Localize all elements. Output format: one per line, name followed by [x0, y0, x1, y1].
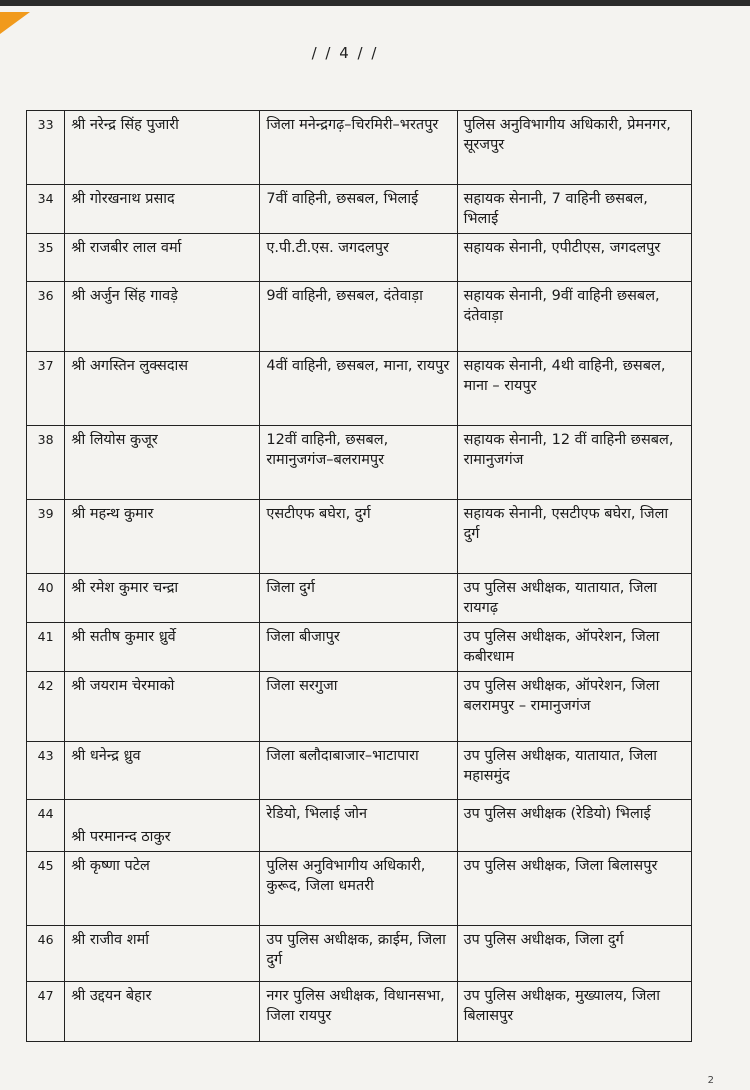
table-row: [27, 352, 692, 426]
current-posting-cell: जिला दुर्ग: [260, 574, 457, 623]
serial-number-cell: 39: [27, 500, 65, 574]
table-row: [27, 500, 692, 574]
new-posting-cell: सहायक सेनानी, 12 वीं वाहिनी छसबल, रामानुजगंज: [457, 426, 691, 500]
page-edge-mark: 2: [707, 1075, 714, 1086]
table-row: [27, 926, 692, 982]
officer-name-cell: श्री अर्जुन सिंह गावड़े: [65, 282, 260, 352]
officer-name-cell: श्री गोरखनाथ प्रसाद: [65, 185, 260, 234]
new-posting-cell: सहायक सेनानी, एपीटीएस, जगदलपुर: [457, 234, 691, 282]
officer-name-cell: श्री राजबीर लाल वर्मा: [65, 234, 260, 282]
table-row: [27, 185, 692, 234]
serial-number-cell: 34: [27, 185, 65, 234]
current-posting-cell: रेडियो, भिलाई जोन: [260, 800, 457, 852]
serial-number-cell: 43: [27, 742, 65, 800]
table-row: [27, 282, 692, 352]
current-posting-cell: नगर पुलिस अधीक्षक, विधानसभा, जिला रायपुर: [260, 982, 457, 1042]
serial-number-cell: 40: [27, 574, 65, 623]
current-posting-cell: जिला सरगुजा: [260, 672, 457, 742]
table-row: [27, 672, 692, 742]
current-posting-cell: जिला बीजापुर: [260, 623, 457, 672]
serial-number-cell: 36: [27, 282, 65, 352]
new-posting-cell: सहायक सेनानी, 7 वाहिनी छसबल, भिलाई: [457, 185, 691, 234]
new-posting-cell: उप पुलिस अधीक्षक, जिला बिलासपुर: [457, 852, 691, 926]
table-row: [27, 982, 692, 1042]
new-posting-cell: उप पुलिस अधीक्षक, जिला दुर्ग: [457, 926, 691, 982]
new-posting-cell: उप पुलिस अधीक्षक, ऑपरेशन, जिला बलरामपुर – रामानुजगंज: [457, 672, 691, 742]
officer-name-cell: श्री सतीष कुमार ध्रुर्वे: [65, 623, 260, 672]
current-posting-cell: जिला बलौदाबाजार–भाटापारा: [260, 742, 457, 800]
officer-name-cell: श्री जयराम चेरमाको: [65, 672, 260, 742]
transfer-list-table: [26, 110, 692, 1042]
current-posting-cell: जिला मनेन्द्रगढ़–चिरमिरी–भरतपुर: [260, 111, 457, 185]
serial-number-cell: 41: [27, 623, 65, 672]
officer-name-cell: श्री रमेश कुमार चन्द्रा: [65, 574, 260, 623]
serial-number-cell: 45: [27, 852, 65, 926]
current-posting-cell: 12वीं वाहिनी, छसबल, रामानुजगंज–बलरामपुर: [260, 426, 457, 500]
new-posting-cell: उप पुलिस अधीक्षक, मुख्यालय, जिला बिलासपुर: [457, 982, 691, 1042]
table-row: [27, 742, 692, 800]
top-edge-bar: [0, 0, 750, 6]
serial-number-cell: 33: [27, 111, 65, 185]
current-posting-cell: उप पुलिस अधीक्षक, क्राईम, जिला दुर्ग: [260, 926, 457, 982]
new-posting-cell: सहायक सेनानी, 4थी वाहिनी, छसबल, माना – रायपुर: [457, 352, 691, 426]
serial-number-cell: 42: [27, 672, 65, 742]
officer-name-cell: श्री महन्थ कुमार: [65, 500, 260, 574]
serial-number-cell: 47: [27, 982, 65, 1042]
officer-name-cell: श्री नरेन्द्र सिंह पुजारी: [65, 111, 260, 185]
new-posting-cell: उप पुलिस अधीक्षक, ऑपरेशन, जिला कबीरधाम: [457, 623, 691, 672]
serial-number-cell: 35: [27, 234, 65, 282]
table-row: [27, 426, 692, 500]
serial-number-cell: 37: [27, 352, 65, 426]
table-row: [27, 111, 692, 185]
page-number: / / 4 / /: [311, 44, 379, 62]
officer-name-cell: श्री लियोस कुजूर: [65, 426, 260, 500]
serial-number-cell: 46: [27, 926, 65, 982]
current-posting-cell: एसटीएफ बघेरा, दुर्ग: [260, 500, 457, 574]
officer-name-cell: श्री कृष्णा पटेल: [65, 852, 260, 926]
corner-fold-mark: [0, 12, 30, 34]
current-posting-cell: 4वीं वाहिनी, छसबल, माना, रायपुर: [260, 352, 457, 426]
table-row: [27, 234, 692, 282]
current-posting-cell: 7वीं वाहिनी, छसबल, भिलाई: [260, 185, 457, 234]
current-posting-cell: पुलिस अनुविभागीय अधिकारी, कुरूद, जिला धमतरी: [260, 852, 457, 926]
serial-number-cell: 38: [27, 426, 65, 500]
table-row: [27, 623, 692, 672]
officer-name-cell: श्री राजीव शर्मा: [65, 926, 260, 982]
transfer-list-body: [27, 111, 692, 1042]
current-posting-cell: ए.पी.टी.एस. जगदलपुर: [260, 234, 457, 282]
table-row: [27, 574, 692, 623]
officer-name-cell: श्री परमानन्द ठाकुर: [65, 800, 260, 852]
officer-name-cell: श्री धनेन्द्र ध्रुव: [65, 742, 260, 800]
table-row: [27, 852, 692, 926]
current-posting-cell: 9वीं वाहिनी, छसबल, दंतेवाड़ा: [260, 282, 457, 352]
officer-name-cell: श्री उद्दयन बेहार: [65, 982, 260, 1042]
serial-number-cell: 44: [27, 800, 65, 852]
new-posting-cell: उप पुलिस अधीक्षक, यातायात, जिला रायगढ़: [457, 574, 691, 623]
new-posting-cell: पुलिस अनुविभागीय अधिकारी, प्रेमनगर, सूरजपुर: [457, 111, 691, 185]
table-row: [27, 800, 692, 852]
new-posting-cell: सहायक सेनानी, एसटीएफ बघेरा, जिला दुर्ग: [457, 500, 691, 574]
new-posting-cell: उप पुलिस अधीक्षक (रेडियो) भिलाई: [457, 800, 691, 852]
new-posting-cell: उप पुलिस अधीक्षक, यातायात, जिला महासमुंद: [457, 742, 691, 800]
officer-name-cell: श्री अगस्तिन लुक्सदास: [65, 352, 260, 426]
new-posting-cell: सहायक सेनानी, 9वीं वाहिनी छसबल, दंतेवाड़ा: [457, 282, 691, 352]
